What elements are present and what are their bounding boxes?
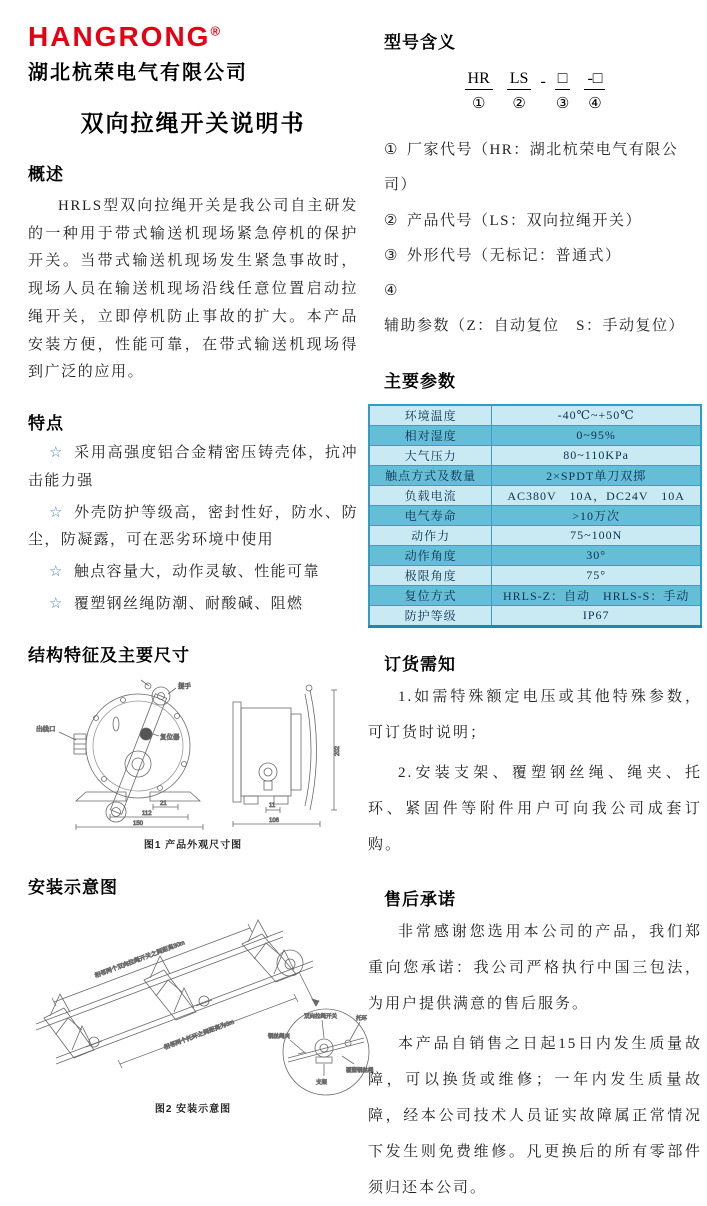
page-title: 双向拉绳开关说明书 <box>80 109 306 136</box>
param-name: 环境温度 <box>369 405 492 426</box>
circled-number: ② <box>384 212 399 229</box>
param-row <box>369 505 701 525</box>
param-row <box>369 445 701 465</box>
registered-trademark-icon: ® <box>210 23 223 39</box>
param-row <box>369 545 701 565</box>
star-bullet-icon: ☆ <box>49 595 64 612</box>
model-note <box>384 239 702 274</box>
figure2-caption: 图2 安装示意图 <box>154 1103 232 1115</box>
param-name: 电气寿命 <box>369 505 492 525</box>
model-code-text: HR <box>465 69 493 90</box>
figure2-label-rope: 覆塑钢丝绳 <box>346 1067 374 1074</box>
figure1-dim: 106 <box>269 817 280 824</box>
param-name: 相对湿度 <box>369 425 492 445</box>
figure1-caption: 图1 产品外观尺寸图 <box>143 839 243 851</box>
brand-logo-text: HANGRONG <box>28 21 211 52</box>
brand-logo <box>28 22 358 53</box>
figure2-label-clamp: 钢丝绳夹 <box>268 1033 291 1040</box>
star-bullet-icon: ☆ <box>49 504 65 521</box>
after-sales-paragraph: 本产品自销售之日起15日内发生质量故障，可以换货或维修；一年内发生质量故障，经本公司技术人员证实故障属正常情况下发生则免费维修。凡更换后的所有零部件须归还本公司。 <box>368 1035 702 1196</box>
circled-number: ① <box>384 142 399 159</box>
param-name: 触点方式及数量 <box>369 465 492 485</box>
ordering-paragraph: 1.如需特殊额定电压或其他特殊参数，可订货时说明； <box>368 688 702 741</box>
figure1-drawing <box>28 674 358 834</box>
section-heading-after-sales: 售后承诺 <box>384 889 456 909</box>
model-code-text: LS <box>507 69 532 90</box>
section-heading-overview: 概述 <box>28 164 64 184</box>
param-name: 动作角度 <box>369 545 492 565</box>
feature-item <box>28 591 358 619</box>
param-row <box>369 465 701 485</box>
param-value: 75~100N <box>492 525 701 545</box>
feature-item <box>28 500 358 556</box>
circled-number: ④ <box>384 283 399 300</box>
param-value: 30° <box>492 545 701 565</box>
figure2-drawing <box>28 906 378 1098</box>
param-row <box>369 565 701 585</box>
figure1-dim: 11 <box>269 802 276 809</box>
model-code-part <box>584 69 605 113</box>
circled-number: ② <box>512 96 526 113</box>
figure1-dim: 112 <box>142 810 152 817</box>
circled-number: ③ <box>555 96 570 113</box>
param-row <box>369 525 701 545</box>
param-name: 复位方式 <box>369 585 492 605</box>
figure2 <box>28 906 374 1115</box>
company-name: 湖北杭荣电气有限公司 <box>28 61 248 84</box>
figure2-label-ring: 托环 <box>356 1015 368 1022</box>
param-name: 极限角度 <box>369 565 492 585</box>
after-sales-paragraph: 非常感谢您选用本公司的产品，我们郑重向您承诺：我公司严格执行中国三包法，为用户提供满意的售后服务。 <box>368 923 702 1012</box>
model-code-box: □ <box>555 69 571 90</box>
model-note <box>384 204 702 239</box>
param-value: 80~110KPa <box>492 445 701 465</box>
section-heading-installation: 安装示意图 <box>28 877 118 897</box>
model-code-dash: - <box>540 73 546 91</box>
figure2-label-ring-distance: 相邻两个托环之间距离为3m <box>163 1019 236 1051</box>
param-name: 动作力 <box>369 525 492 545</box>
feature-text: 采用高强度铝合金精密压铸壳体，抗冲击能力强 <box>28 445 358 489</box>
section-heading-parameters: 主要参数 <box>384 371 456 391</box>
param-row <box>369 585 701 605</box>
feature-item <box>28 440 358 496</box>
parameters-table <box>368 404 702 628</box>
param-row <box>369 485 701 505</box>
model-note <box>384 133 702 204</box>
feature-text: 覆塑钢丝绳防潮、耐酸碱、阻燃 <box>73 595 304 612</box>
param-value: 0~95% <box>492 425 701 445</box>
param-name: 负载电流 <box>369 485 492 505</box>
param-name: 防护等级 <box>369 605 492 626</box>
figure2-label-bracket: 支架 <box>316 1079 328 1086</box>
model-note-text: 外形代号（无标记：普通式） <box>406 247 622 264</box>
circled-number: ④ <box>588 96 602 113</box>
star-bullet-icon: ☆ <box>49 564 64 581</box>
model-code <box>368 69 702 113</box>
section-heading-structure: 结构特征及主要尺寸 <box>28 645 190 665</box>
model-code-box: -□ <box>584 69 605 90</box>
param-name: 大气压力 <box>369 445 492 465</box>
model-note-text: 产品代号（LS：双向拉绳开关） <box>406 212 642 229</box>
model-note-text: 厂家代号（HR：湖北杭荣电气有限公司） <box>384 142 679 194</box>
feature-item <box>28 559 358 587</box>
ordering-paragraph: 2.安装支架、覆塑钢丝绳、绳夹、托环、紧固件等附件用户可向我公司成套订购。 <box>368 764 702 853</box>
param-row <box>369 425 701 445</box>
figure1 <box>28 674 358 851</box>
right-column <box>368 28 702 1206</box>
param-row <box>369 605 701 626</box>
section-heading-model: 型号含义 <box>384 33 456 52</box>
model-note-text: 辅助参数（Z：自动复位 S：手动复位） <box>384 318 686 335</box>
model-code-part <box>465 69 493 113</box>
figure1-label-handle: 提手 <box>178 682 191 690</box>
section-heading-features: 特点 <box>28 414 64 434</box>
circled-number: ③ <box>384 247 399 264</box>
param-value: -40℃~+50℃ <box>492 405 701 426</box>
feature-text: 外壳防护等级高，密封性好，防水、防尘，防凝露，可在恶劣环境中使用 <box>28 504 358 549</box>
section-heading-ordering: 订货需知 <box>384 654 456 674</box>
figure1-label-reset: 复位器 <box>160 733 180 741</box>
circled-number: ① <box>471 96 486 113</box>
param-value: HRLS-Z：自动 HRLS-S：手动 <box>492 585 701 605</box>
model-code-part <box>507 69 532 113</box>
param-value: 2×SPDT单刀双掷 <box>492 465 701 485</box>
figure1-dim: 150 <box>133 820 144 827</box>
figure2-label-switch: 双向拉绳开关 <box>304 1013 338 1020</box>
feature-text: 触点容量大，动作灵敏、性能可靠 <box>73 564 320 581</box>
param-value: 75° <box>492 565 701 585</box>
left-column <box>28 21 374 1115</box>
param-value: >10万次 <box>492 505 701 525</box>
model-code-part <box>555 69 571 113</box>
model-note <box>384 274 702 345</box>
param-row <box>369 405 701 426</box>
figure1-label-outlet: 出线口 <box>36 725 56 733</box>
param-value: IP67 <box>492 605 701 626</box>
overview-paragraph: HRLS型双向拉绳开关是我公司自主研发的一种用于带式输送机现场紧急停机的保护开关。当带式输送机现场发生紧急事故时，现场人员在输送机现场沿线任意位置启动拉绳开关，立即停机防止事故的扩大。本产品安装方便，性能可靠，在带式输送机现场得到广泛的应用。 <box>28 197 358 381</box>
figure2-label-switch-distance: 相邻两个双向拉绳开关之间距离30m <box>94 939 186 980</box>
figure1-dim: 202 <box>335 745 341 756</box>
figure1-dim: 21 <box>160 800 167 807</box>
param-value: AC380V 10A，DC24V 10A <box>492 485 701 505</box>
model-notes <box>368 133 702 345</box>
star-bullet-icon: ☆ <box>49 445 65 462</box>
